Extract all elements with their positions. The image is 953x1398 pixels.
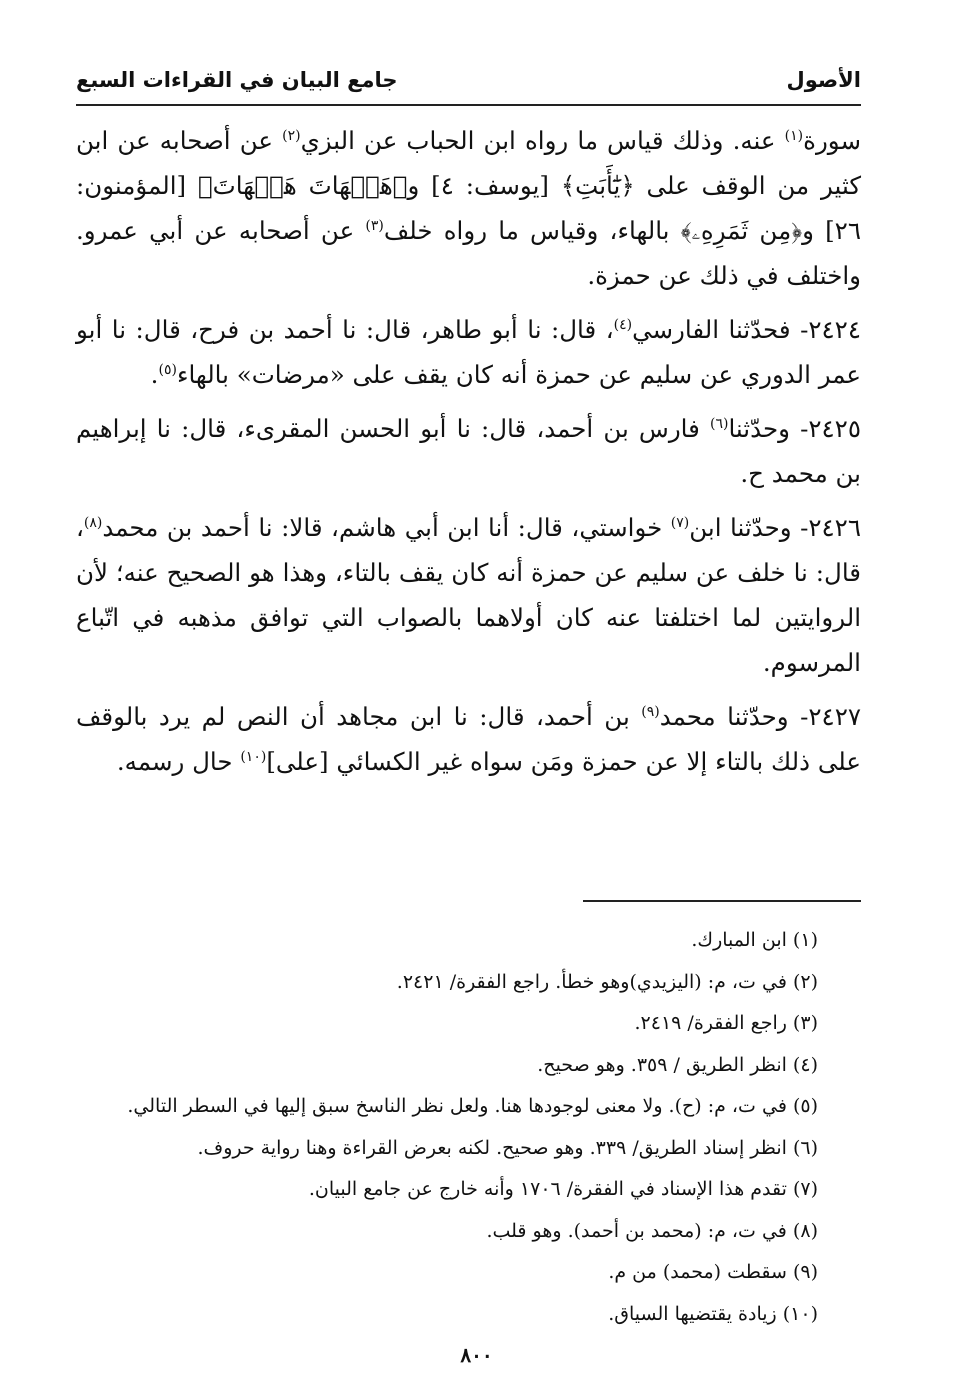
text-run: فحدّثنا الفارسي <box>632 315 791 344</box>
quran-quote: ﴿يَٰٓأَبَتِ﴾ <box>560 171 635 200</box>
quran-quote: ﴿مِن ثَمَرِهِۦ﴾ <box>680 216 803 245</box>
text-run: بالهاء، وقياس ما رواه خلف <box>383 216 681 245</box>
header-divider <box>76 104 861 106</box>
running-header <box>76 62 861 102</box>
text-run: ، قال: نا خلف عن سليم عن حمزة أنه كان يقف بالتاء، وهذا هو الصحيح عنه؛ لأن الروايتين لما اختلفتا عنه كان أولاهما بالصواب التي توافق مذهبه في اتّباع المرسوم. <box>76 513 861 677</box>
paragraph-2427 <box>76 694 861 784</box>
text-run: . <box>150 360 159 389</box>
paragraph-number: ٢٤٢٥- <box>789 414 861 443</box>
page-number: ٨٠٠ <box>460 1343 493 1367</box>
paragraph-intro <box>76 118 861 298</box>
footnote-8: (٨) في ت، م: (محمد بن أحمد). وهو قلب. <box>486 1219 818 1242</box>
footnote-5: (٥) في ت، م: (ح). ولا معنى لوجودها هنا. ولعل نظر الناسخ سبق إليها في السطر التالي. <box>127 1095 818 1117</box>
paragraph-2424 <box>76 307 861 397</box>
quran-quote: ﴿هَيۡهَاتَ هَيۡهَاتَ﴾ <box>197 171 408 200</box>
text-run: [المؤمنون: ٢٦] و <box>76 171 861 245</box>
main-text <box>76 118 861 793</box>
paragraph-2426 <box>76 505 861 685</box>
footnote-ref-1[interactable]: (١) <box>784 127 804 144</box>
text-run: فارس بن أحمد، قال: نا أبو الحسن المقرىء، قال: نا إبراهيم بن محمد ح. <box>76 414 861 488</box>
text-run: بن أحمد، قال: نا ابن مجاهد أن النص لم يرد بالوقف على ذلك بالتاء إلا عن حمزة ومَن سواه غير الكسائي [على] <box>76 702 861 776</box>
book-title: جامع البيان في القراءات السبع <box>76 68 398 92</box>
footnote-ref-8[interactable]: (٨) <box>83 514 103 531</box>
footnote-ref-7[interactable]: (٧) <box>670 514 690 531</box>
footnote-ref-5[interactable]: (٥) <box>158 361 177 378</box>
text-run: عن أصحابه عن أبي عمرو. واختلف في ذلك عن حمزة. <box>76 216 861 290</box>
footnote-2: (٢) في ت، م: (اليزيدي)وهو خطأ. راجع الفقرة/ ٢٤٢١. <box>396 970 818 993</box>
text-run: سورة <box>803 126 861 155</box>
text-run: خواستي، قال: أنا ابن أبي هاشم، قالا: نا أحمد بن محمد <box>102 513 671 542</box>
footnote-ref-9[interactable]: (٩) <box>641 703 660 720</box>
footnotes <box>76 920 818 1335</box>
paragraph-number: ٢٤٢٤- <box>790 315 861 344</box>
paragraph-2425 <box>76 406 861 496</box>
footnote-ref-2[interactable]: (٢) <box>282 127 301 144</box>
paragraph-number: ٢٤٢٧- <box>788 702 862 731</box>
footnote-9: (٩) سقطت (محمد) من م. <box>608 1261 818 1283</box>
footnote-3: (٣) راجع الفقرة/ ٢٤١٩. <box>634 1012 818 1034</box>
footnote-ref-4[interactable]: (٤) <box>613 316 633 333</box>
footnote-4: (٤) انظر الطريق / ٣٥٩. وهو صحيح. <box>537 1053 818 1076</box>
footnote-divider <box>583 900 861 902</box>
footnote-ref-10[interactable]: (١٠) <box>240 748 267 765</box>
footnote-7: (٧) تقدم هذا الإسناد في الفقرة/ ١٧٠٦ وأنه خارج عن جامع البيان. <box>308 1178 818 1200</box>
paragraph-number: ٢٤٢٦- <box>791 513 861 542</box>
footnote-ref-3[interactable]: (٣) <box>365 217 384 234</box>
chapter-title: الأصول <box>786 68 861 92</box>
text-run: عن أصحابه عن ابن كثير من الوقف على <box>76 126 861 200</box>
text-run: وحدّثنا ابن <box>689 513 792 542</box>
footnote-ref-6[interactable]: (٦) <box>709 415 729 432</box>
footnote-6: (٦) انظر إسناد الطريق/ ٣٣٩. وهو صحيح. لكنه بعرض القراءة وهنا رواية حروف. <box>197 1136 818 1159</box>
text-run: حال رسمه. <box>116 747 241 776</box>
footnote-1: (١) ابن المبارك. <box>691 929 818 951</box>
text-run: [يوسف: ٤] و <box>407 171 561 200</box>
text-run: ، قال: نا أبو طاهر، قال: نا أحمد بن فرح، قال: نا أبو عمر الدوري عن سليم عن حمزة أنه كان يقف على «مرضات» بالهاء <box>76 315 861 389</box>
text-run: وحدّثنا محمد <box>659 702 789 731</box>
text-run: وحدّثنا <box>728 414 790 443</box>
footnote-10: (١٠) زيادة يقتضيها السياق. <box>608 1302 818 1325</box>
text-run: عنه. وذلك قياس ما رواه ابن الحباب عن البزي <box>300 126 785 155</box>
